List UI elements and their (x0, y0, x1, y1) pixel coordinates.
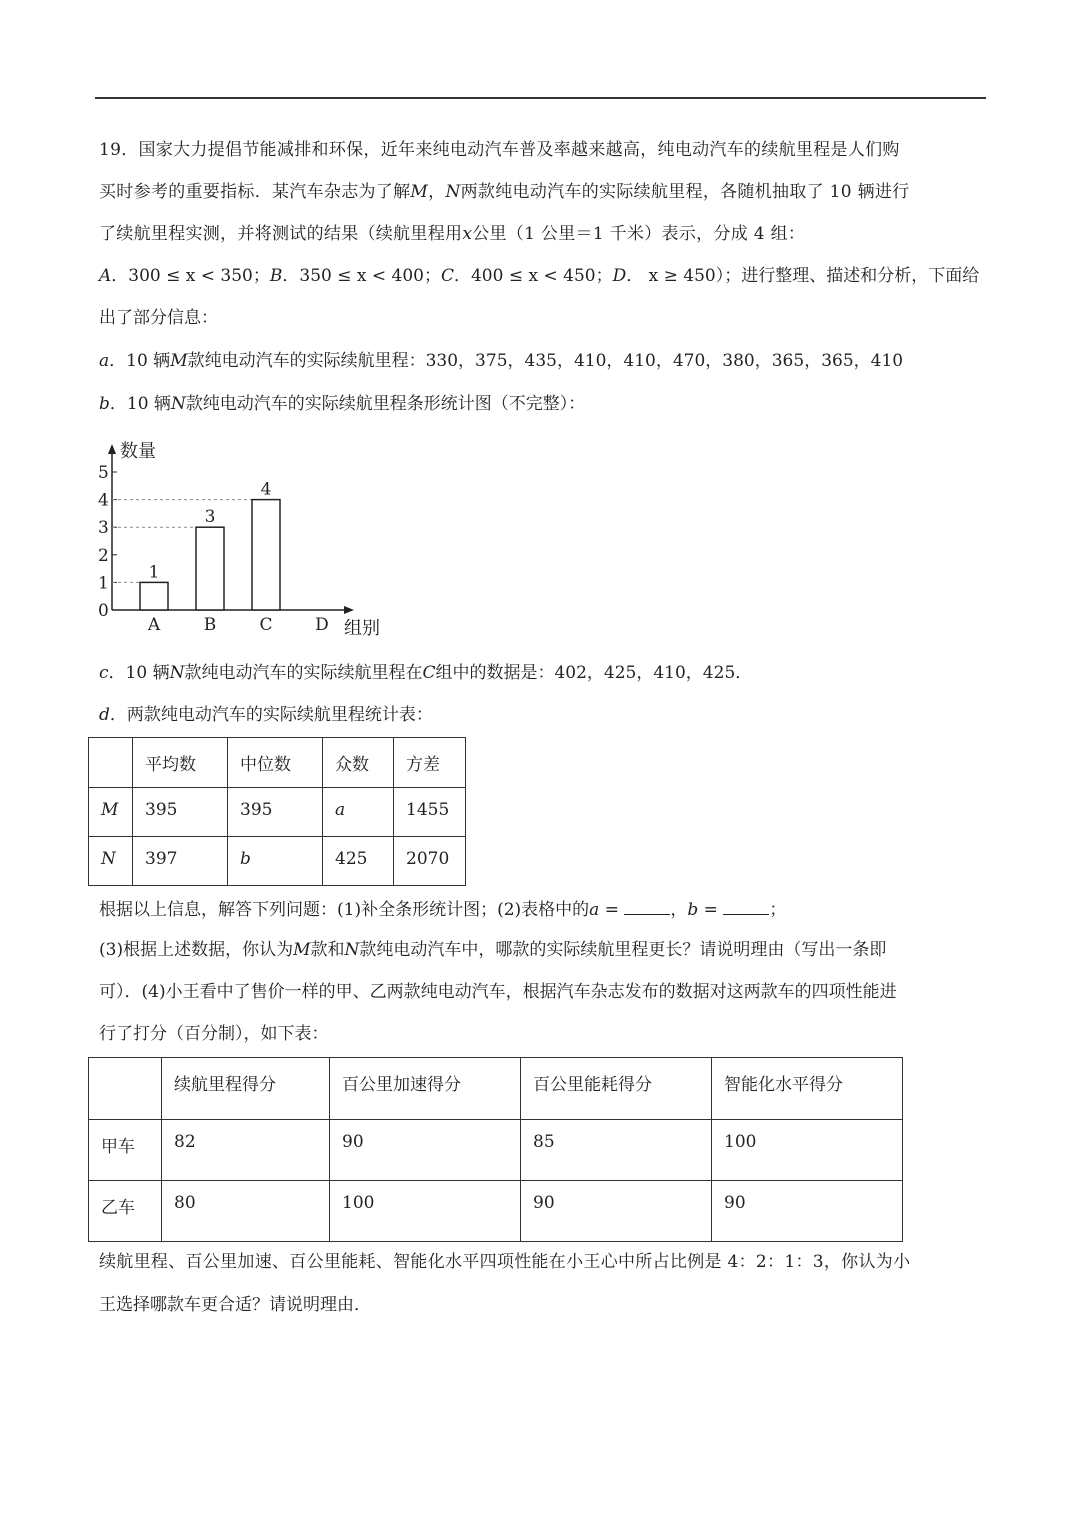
answer-blank-b[interactable] (723, 900, 769, 915)
bar-c (252, 500, 280, 610)
x-tick-label: C (259, 615, 273, 635)
score-cell: 甲车 (89, 1120, 162, 1181)
stat-cell: 425 (323, 837, 394, 886)
score-header-corner (89, 1058, 162, 1120)
stat-table-header-row (89, 738, 466, 788)
stat-cell: 395 (133, 788, 228, 837)
stat-table-row-m (89, 788, 466, 837)
stat-cell: b (228, 837, 323, 886)
bar-value-label: 4 (260, 479, 272, 500)
question-line-3: 可）．(4)小王看中了售价一样的甲、乙两款纯电动汽车，根据汽车杂志发布的数据对这两款车的四项性能进 (99, 982, 897, 1002)
problem-line-3: 了续航里程实测，并将测试的结果（续航里程用x公里（1 公里＝1 千米）表示，分成 4 组： (99, 224, 806, 244)
score-header-range: 续航里程得分 (162, 1058, 330, 1120)
stat-cell: M (89, 788, 133, 837)
bar-chart (88, 436, 398, 646)
question-line-1: 根据以上信息，解答下列问题：(1)补全条形统计图；(2)表格中的a = ，b = ； (99, 900, 787, 920)
score-cell: 100 (330, 1181, 521, 1242)
score-table (88, 1057, 903, 1242)
score-cell: 82 (162, 1120, 330, 1181)
stat-cell: 397 (133, 837, 228, 886)
x-tick-label: A (147, 615, 161, 635)
info-a: a．10 辆M款纯电动汽车的实际续航里程：330，375，435，410，410，470，380，365，365，410 (99, 351, 904, 371)
score-cell: 80 (162, 1181, 330, 1242)
header-rule (95, 97, 986, 99)
question-line-4: 行了打分（百分制），如下表： (99, 1024, 329, 1044)
y-tick-label: 2 (98, 545, 109, 566)
problem-line-5: 出了部分信息： (99, 308, 218, 328)
y-tick-label: 4 (98, 490, 109, 511)
bar-value-label: 3 (204, 507, 216, 528)
score-table-row-jia (89, 1120, 903, 1181)
score-cell: 100 (712, 1120, 903, 1181)
stat-header-median: 中位数 (228, 738, 323, 788)
stat-cell: a (323, 788, 394, 837)
answer-blank-a[interactable] (624, 900, 670, 915)
score-table-row-yi (89, 1181, 903, 1242)
y-tick-label: 0 (98, 601, 109, 621)
score-cell: 90 (712, 1181, 903, 1242)
info-d: d．两款纯电动汽车的实际续航里程统计表： (99, 705, 433, 725)
closing-line-1: 续航里程、百公里加速、百公里能耗、智能化水平四项性能在小王心中所占比例是 4：2：1：3，你认为小 (99, 1252, 911, 1272)
score-cell: 85 (521, 1120, 712, 1181)
stat-header-mode: 众数 (323, 738, 394, 788)
info-b: b．10 辆N款纯电动汽车的实际续航里程条形统计图（不完整）： (99, 394, 586, 414)
score-table-header-row (89, 1058, 903, 1120)
closing-line-2: 王选择哪款车更合适？请说明理由． (99, 1295, 371, 1315)
stat-cell: 395 (228, 788, 323, 837)
bar-b (196, 527, 224, 610)
info-c: c．10 辆N款纯电动汽车的实际续航里程在C组中的数据是：402，425，410，425． (99, 663, 753, 683)
score-header-accel: 百公里加速得分 (330, 1058, 521, 1120)
problem-line-1: 19．国家大力提倡节能减排和环保，近年来纯电动汽车普及率越来越高，纯电动汽车的续航里程是人们购 (99, 140, 900, 160)
score-header-energy: 百公里能耗得分 (521, 1058, 712, 1120)
question-line-2: (3)根据上述数据，你认为M款和N款纯电动汽车中，哪款的实际续航里程更长？请说明理由（写出一条即 (99, 940, 887, 960)
stat-table (88, 737, 466, 886)
problem-line-2: 买时参考的重要指标．某汽车杂志为了解M，N两款纯电动汽车的实际续航里程，各随机抽取了 10 辆进行 (99, 182, 910, 202)
score-cell: 90 (330, 1120, 521, 1181)
stat-table-row-n (89, 837, 466, 886)
stat-cell: 1455 (394, 788, 466, 837)
y-tick-label: 5 (98, 463, 109, 483)
stat-header-mean: 平均数 (133, 738, 228, 788)
y-tick-label: 3 (98, 518, 109, 539)
stat-header-variance: 方差 (394, 738, 466, 788)
y-tick-label: 1 (98, 573, 109, 594)
score-cell: 90 (521, 1181, 712, 1242)
x-axis-title: 组别 (344, 618, 380, 639)
score-cell: 乙车 (89, 1181, 162, 1242)
bar-a (140, 582, 168, 610)
stat-cell: 2070 (394, 837, 466, 886)
problem-line-4: A．300 ≤ x < 350；B．350 ≤ x < 400；C．400 ≤ x < 450；D． x ≥ 450）；进行整理、描述和分析，下面给 (99, 266, 980, 286)
bar-value-label: 1 (148, 562, 160, 583)
stat-header-corner (89, 738, 133, 788)
y-axis-arrow-icon (108, 444, 116, 454)
y-axis-title: 数量 (120, 441, 156, 462)
score-header-smart: 智能化水平得分 (712, 1058, 903, 1120)
stat-cell: N (89, 837, 133, 886)
x-tick-label: B (203, 615, 217, 635)
x-axis-arrow-icon (344, 606, 354, 614)
x-tick-label: D (315, 615, 329, 635)
